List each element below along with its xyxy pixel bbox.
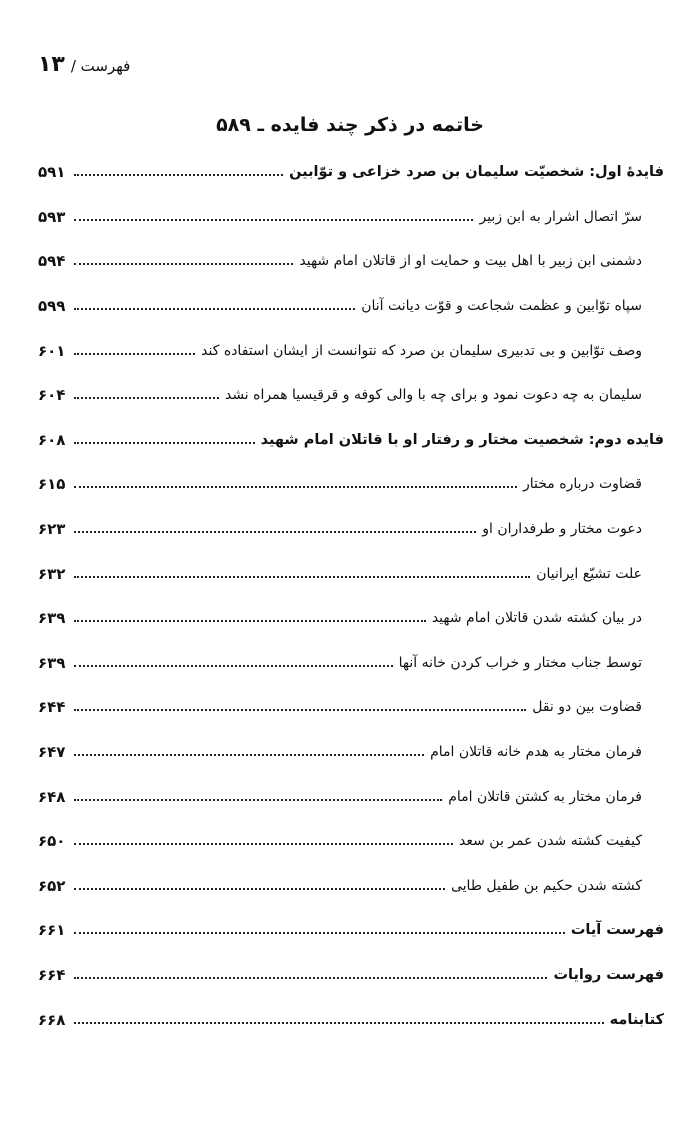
toc-entry-page: ۶۰۸ [38,430,66,449]
toc-entry-title: قضاوت بین دو نقل [532,699,642,716]
toc-entry-title: فرمان مختار به هدم خانه قاتلان امام [430,744,642,761]
toc-entry[interactable] [38,328,664,373]
toc-entry-title: کتابنامه [609,1011,664,1028]
toc-entry-page: ۶۳۲ [38,564,66,583]
dot-leader [74,397,219,399]
toc-entry[interactable] [38,997,664,1042]
toc-entry-page: ۵۹۱ [38,163,66,182]
dot-leader [74,576,530,578]
toc-entry-page: ۶۰۴ [38,386,66,405]
dot-leader [74,353,195,355]
toc-entry[interactable] [38,284,664,329]
toc-entry-page: ۵۹۴ [38,252,66,271]
toc-entry[interactable] [38,819,664,864]
toc-entry-title: فهرست روایات [553,966,664,983]
toc-entry-page: ۶۴۴ [38,698,66,717]
dot-leader [74,932,565,934]
dot-leader [74,219,473,221]
toc-entry[interactable] [38,507,664,552]
toc-entry-page: ۶۳۹ [38,609,66,628]
running-header-label: فهرست / [70,57,131,75]
toc-entry-page: ۶۱۵ [38,475,66,494]
dot-leader [74,799,442,801]
table-of-contents [38,150,664,1042]
toc-entry[interactable] [38,685,664,730]
dot-leader [74,754,424,756]
toc-entry-title: سلیمان به چه دعوت نمود و برای چه با والی کوفه و قرقیسیا همراه نشد [224,387,642,404]
toc-entry[interactable] [38,596,664,641]
toc-entry[interactable] [38,864,664,909]
dot-leader [74,709,526,711]
toc-entry-title: در بیان کشته شدن قاتلان امام شهید [431,610,642,627]
toc-entry-page: ۶۵۲ [38,876,66,895]
toc-entry[interactable] [38,373,664,418]
dot-leader [74,486,517,488]
toc-entry-title: فرمان مختار به کشتن قاتلان امام [448,788,642,805]
toc-entry-title: دشمنی ابن زبیر با اهل بیت و حمایت او از قاتلان امام شهید [299,253,642,270]
page-number: ۱۳ [38,52,65,77]
toc-entry-page: ۶۰۱ [38,341,66,360]
dot-leader [74,308,355,310]
toc-entry-title: فهرست آیات [570,922,664,939]
toc-entry-page: ۶۴۷ [38,743,66,762]
toc-entry-title: فایده دوم: شخصیت مختار و رفتار او با قاتلان امام شهید [260,431,664,448]
section-title: خاتمه در ذکر چند فایده ـ ۵۸۹ [216,114,484,136]
toc-entry-page: ۶۲۳ [38,520,66,539]
dot-leader [74,888,445,890]
dot-leader [74,442,255,444]
toc-entry[interactable] [38,195,664,240]
dot-leader [74,1022,604,1024]
toc-entry[interactable] [38,641,664,686]
dot-leader [74,174,283,176]
toc-entry[interactable] [38,730,664,775]
toc-entry-title: قضاوت درباره مختار [523,476,642,493]
toc-entry-title: کشته شدن حکیم بن طفیل طایی [450,877,642,894]
toc-entry-title: دعوت مختار و طرفداران او [482,521,642,538]
dot-leader [74,843,453,845]
dot-leader [74,977,547,979]
toc-entry[interactable] [38,462,664,507]
toc-entry-title: سرّ اتصال اشرار به ابن زبیر [479,208,642,225]
toc-entry[interactable] [38,551,664,596]
toc-entry-title: توسط جناب مختار و خراب کردن خانه آنها [398,654,642,671]
toc-entry-page: ۶۳۹ [38,653,66,672]
toc-entry-title: فایدهٔ اول: شخصیّت سلیمان بن صرد خزاعی و توّابین [289,164,664,181]
toc-entry[interactable] [38,953,664,998]
toc-entry-title: علت تشیّع ایرانیان [536,565,642,582]
toc-entry[interactable] [38,150,664,195]
toc-entry-title: کیفیت کشته شدن عمر بن سعد [459,833,642,850]
toc-entry-title: سپاه توّابین و عظمت شجاعت و قوّت دیانت آنان [361,298,642,315]
dot-leader [74,531,476,533]
toc-entry[interactable] [38,774,664,819]
toc-entry-page: ۵۹۹ [38,297,66,316]
dot-leader [74,620,426,622]
toc-entry[interactable] [38,908,664,953]
toc-entry-page: ۶۶۸ [38,1010,66,1029]
toc-entry-page: ۶۶۱ [38,921,66,940]
toc-entry-page: ۵۹۳ [38,207,66,226]
dot-leader [74,263,293,265]
toc-entry-page: ۶۶۴ [38,965,66,984]
running-header [38,52,130,77]
toc-entry[interactable] [38,239,664,284]
toc-entry-page: ۶۴۸ [38,787,66,806]
dot-leader [74,665,393,667]
toc-entry-title: وصف توّابین و بی تدبیری سلیمان بن صرد که نتوانست از ایشان استفاده کند [201,342,642,359]
toc-entry[interactable] [38,418,664,463]
toc-entry-page: ۶۵۰ [38,832,66,851]
